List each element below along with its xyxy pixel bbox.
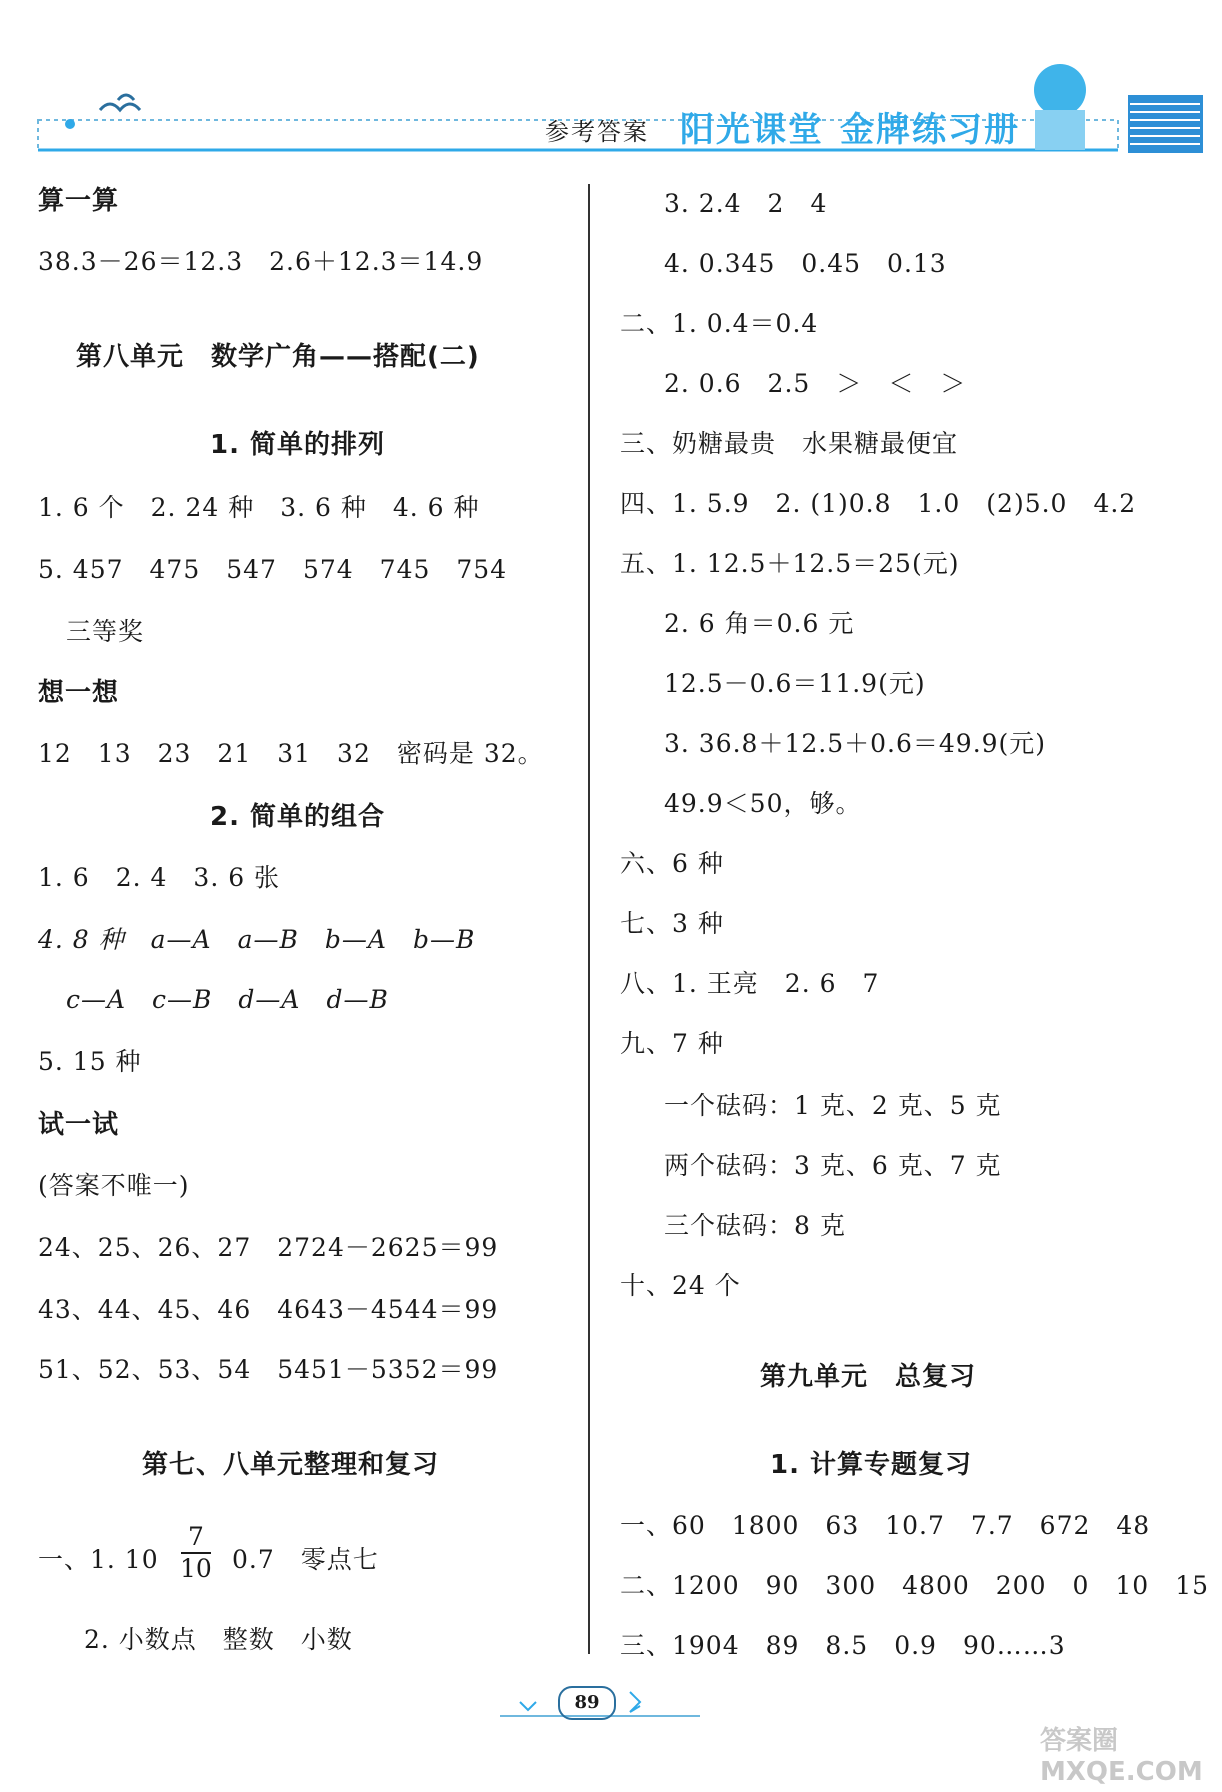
- left-line-15: (答案不唯一): [38, 1171, 190, 1200]
- fraction-denominator: 10: [180, 1554, 212, 1583]
- right-line-23: 三、1904 89 8.5 0.9 90……3: [620, 1631, 1066, 1660]
- right-line-16: 两个砝码：3 克、6 克、7 克: [664, 1151, 1002, 1180]
- right-line-13: 八、1. 王亮 2. 6 7: [620, 969, 880, 998]
- right-line-7: 2. 6 角＝0.6 元: [664, 609, 855, 638]
- right-line-20: 1. 计算专题复习: [770, 1450, 973, 1480]
- right-line-2: 二、1. 0.4＝0.4: [620, 309, 819, 338]
- left-line-5: 5. 457 475 547 574 745 754: [38, 555, 508, 584]
- left-line-10: 1. 6 2. 4 3. 6 张: [38, 863, 281, 892]
- left-line-2: 第八单元 数学广角——搭配(二): [76, 342, 480, 372]
- right-line-5: 四、1. 5.9 2. (1)0.8 1.0 (2)5.0 4.2: [620, 489, 1137, 518]
- right-line-10: 49.9＜50，够。: [664, 789, 862, 818]
- fraction: [180, 1522, 212, 1584]
- left-line-14: 试一试: [38, 1110, 120, 1140]
- left-line-9: 2. 简单的组合: [210, 802, 386, 832]
- watermark: 答案圈 MXQE.COM: [1040, 1726, 1203, 1787]
- right-line-0: 3. 2.4 2 4: [664, 189, 828, 218]
- right-line-17: 三个砝码：8 克: [664, 1211, 846, 1240]
- left-line-19: 第七、八单元整理和复习: [142, 1450, 440, 1480]
- right-line-3: 2. 0.6 2.5 ＞ ＜ ＞: [664, 369, 967, 398]
- page-footer: [0, 1672, 1222, 1762]
- left-line-17: 43、44、45、46 4643－4544＝99: [38, 1295, 499, 1324]
- left-line-21: 0.7 零点七: [232, 1545, 379, 1574]
- left-line-11: 4. 8 种 a—A a—B b—A b—B: [38, 925, 476, 954]
- page-header: [0, 0, 1222, 170]
- right-line-21: 一、60 1800 63 10.7 7.7 672 48: [620, 1511, 1151, 1540]
- left-line-20: 一、1. 10: [38, 1545, 159, 1574]
- left-line-13: 5. 15 种: [38, 1047, 142, 1076]
- left-line-0: 算一算: [38, 186, 120, 216]
- header-label: 参考答案: [545, 118, 649, 146]
- right-line-6: 五、1. 12.5＋12.5＝25(元): [620, 549, 960, 578]
- header-title-2: 金牌练习册: [840, 110, 1020, 150]
- left-line-4: 1. 6 个 2. 24 种 3. 6 种 4. 6 种: [38, 493, 480, 522]
- right-line-1: 4. 0.345 0.45 0.13: [664, 249, 947, 278]
- right-line-18: 十、24 个: [620, 1271, 741, 1300]
- left-line-18: 51、52、53、54 5451－5352＝99: [38, 1355, 499, 1384]
- right-line-11: 六、6 种: [620, 849, 724, 878]
- right-line-14: 九、7 种: [620, 1029, 724, 1058]
- column-divider: [588, 184, 590, 1654]
- left-line-22: 2. 小数点 整数 小数: [84, 1625, 353, 1654]
- right-line-4: 三、奶糖最贵 水果糖最便宜: [620, 429, 959, 458]
- footer-decoration: [0, 1672, 1222, 1762]
- fraction-numerator: 7: [187, 1522, 204, 1551]
- page-number: 89: [558, 1686, 616, 1720]
- left-line-16: 24、25、26、27 2724－2625＝99: [38, 1233, 499, 1262]
- right-line-22: 二、1200 90 300 4800 200 0 10 15: [620, 1571, 1210, 1600]
- left-line-8: 12 13 23 21 31 32 密码是 32。: [38, 739, 544, 768]
- right-line-9: 3. 36.8＋12.5＋0.6＝49.9(元): [664, 729, 1047, 758]
- left-line-12: c—A c—B d—A d—B: [66, 985, 389, 1014]
- right-line-19: 第九单元 总复习: [760, 1362, 977, 1392]
- right-line-12: 七、3 种: [620, 909, 724, 938]
- left-line-1: 38.3－26＝12.3 2.6＋12.3＝14.9: [38, 247, 484, 276]
- header-title-1: 阳光课堂: [680, 110, 824, 150]
- right-line-15: 一个砝码：1 克、2 克、5 克: [664, 1091, 1002, 1120]
- left-line-7: 想一想: [38, 678, 120, 708]
- left-line-3: 1. 简单的排列: [210, 430, 386, 460]
- right-line-8: 12.5－0.6＝11.9(元): [664, 669, 926, 698]
- left-line-6: 三等奖: [66, 617, 145, 646]
